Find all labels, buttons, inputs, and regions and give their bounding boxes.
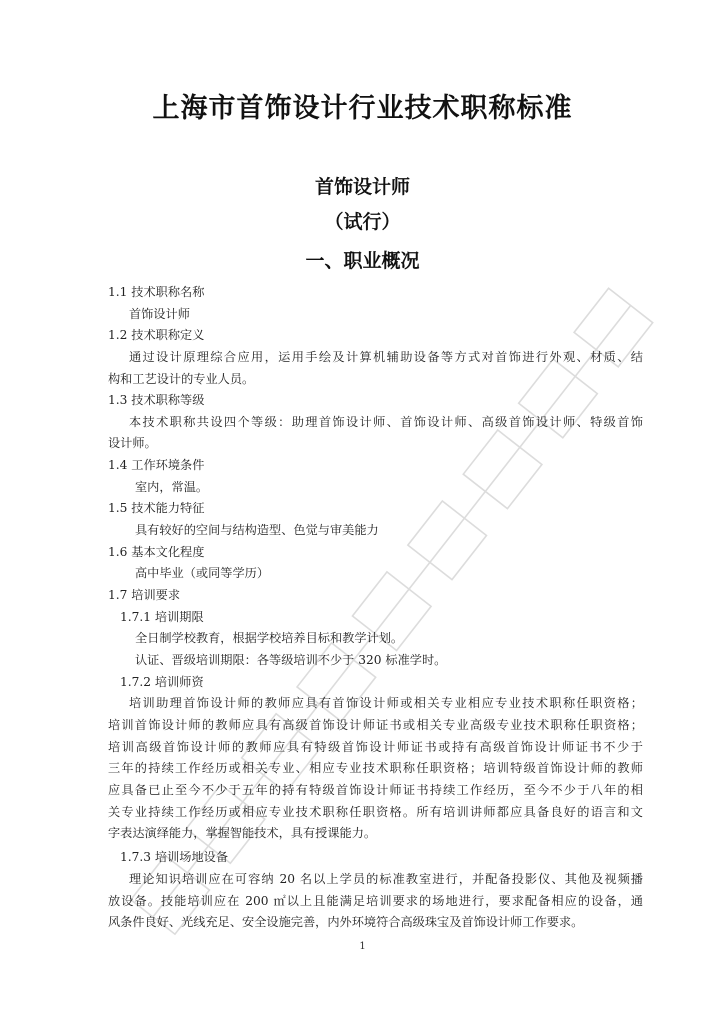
line-16: 1.7.1 培训期限 xyxy=(120,610,204,624)
trial-note: （试行） xyxy=(324,211,401,233)
line-25: 关专业持续工作经历或相应专业技术职称任职资格。所有培训讲师都应具备良好的语言和文 xyxy=(108,805,643,819)
line-3: 1.2 技术职称定义 xyxy=(108,328,205,342)
document-title: 上海市首饰设计行业技术职称标准 xyxy=(152,93,573,124)
line-10: 室内，常温。 xyxy=(135,480,209,494)
line-29: 放设备。技能培训应在 200 ㎡以上且能满足培训要求的场地进行，要求配备相应的设备，通 xyxy=(108,894,643,908)
line-24: 应具备已止至今不少于五年的持有特级首饰设计师证书持续工作经历，至今不少于八年的相 xyxy=(108,783,643,797)
line-5: 构和工艺设计的专业人员。 xyxy=(108,372,255,386)
line-13: 1.6 基本文化程度 xyxy=(108,545,205,559)
section-heading: 一、职业概况 xyxy=(305,250,420,272)
line-4: 通过设计原理综合应用，运用手绘及计算机辅助设备等方式对首饰进行外观、材质、结 xyxy=(129,350,643,364)
line-19: 1.7.2 培训师资 xyxy=(120,675,204,689)
page-number: 1 xyxy=(359,941,366,952)
line-23: 三年的持续工作经历或相关专业、相应专业技术职称任职资格；培训特级首饰设计师的教师 xyxy=(108,761,643,775)
line-7: 本技术职称共设四个等级：助理首饰设计师、首饰设计师、高级首饰设计师、特级首饰 xyxy=(129,415,643,429)
document-subtitle: 首饰设计师 xyxy=(314,176,410,198)
line-1: 1.1 技术职称名称 xyxy=(108,285,205,299)
line-15: 1.7 培训要求 xyxy=(108,588,181,602)
line-18: 认证、晋级培训期限：各等级培训不少于 320 标准学时。 xyxy=(135,653,447,667)
line-17: 全日制学校教育，根据学校培养目标和教学计划。 xyxy=(135,631,404,645)
line-26: 字表达演绎能力，掌握智能技术，具有授课能力。 xyxy=(108,826,377,840)
line-12: 具有较好的空间与结构造型、色觉与审美能力 xyxy=(135,523,379,537)
line-22: 培训高级首饰设计师的教师应具有特级首饰设计师证书或持有高级首饰设计师证书不少于 xyxy=(108,740,643,754)
line-21: 培训首饰设计师的教师应具有高级首饰设计师证书或相关专业高级专业技术职称任职资格； xyxy=(108,718,643,732)
line-28: 理论知识培训应在可容纳 20 名以上学员的标准教室进行，并配备投影仪、其他及视频播 xyxy=(129,872,643,886)
line-8: 设计师。 xyxy=(108,436,157,450)
line-2: 首饰设计师 xyxy=(129,307,190,321)
line-14: 高中毕业（或同等学历） xyxy=(135,566,270,580)
line-20: 培训助理首饰设计师的教师应具有首饰设计师或相关专业相应专业技术职称任职资格； xyxy=(129,696,643,710)
line-6: 1.3 技术职称等级 xyxy=(108,393,205,407)
line-30: 风条件良好、光线充足、安全设施完善，内外环境符合高级珠宝及首饰设计师工作要求。 xyxy=(108,915,584,929)
line-9: 1.4 工作环境条件 xyxy=(108,458,205,472)
line-11: 1.5 技术能力特征 xyxy=(108,501,205,515)
line-27: 1.7.3 培训场地设备 xyxy=(120,850,229,864)
